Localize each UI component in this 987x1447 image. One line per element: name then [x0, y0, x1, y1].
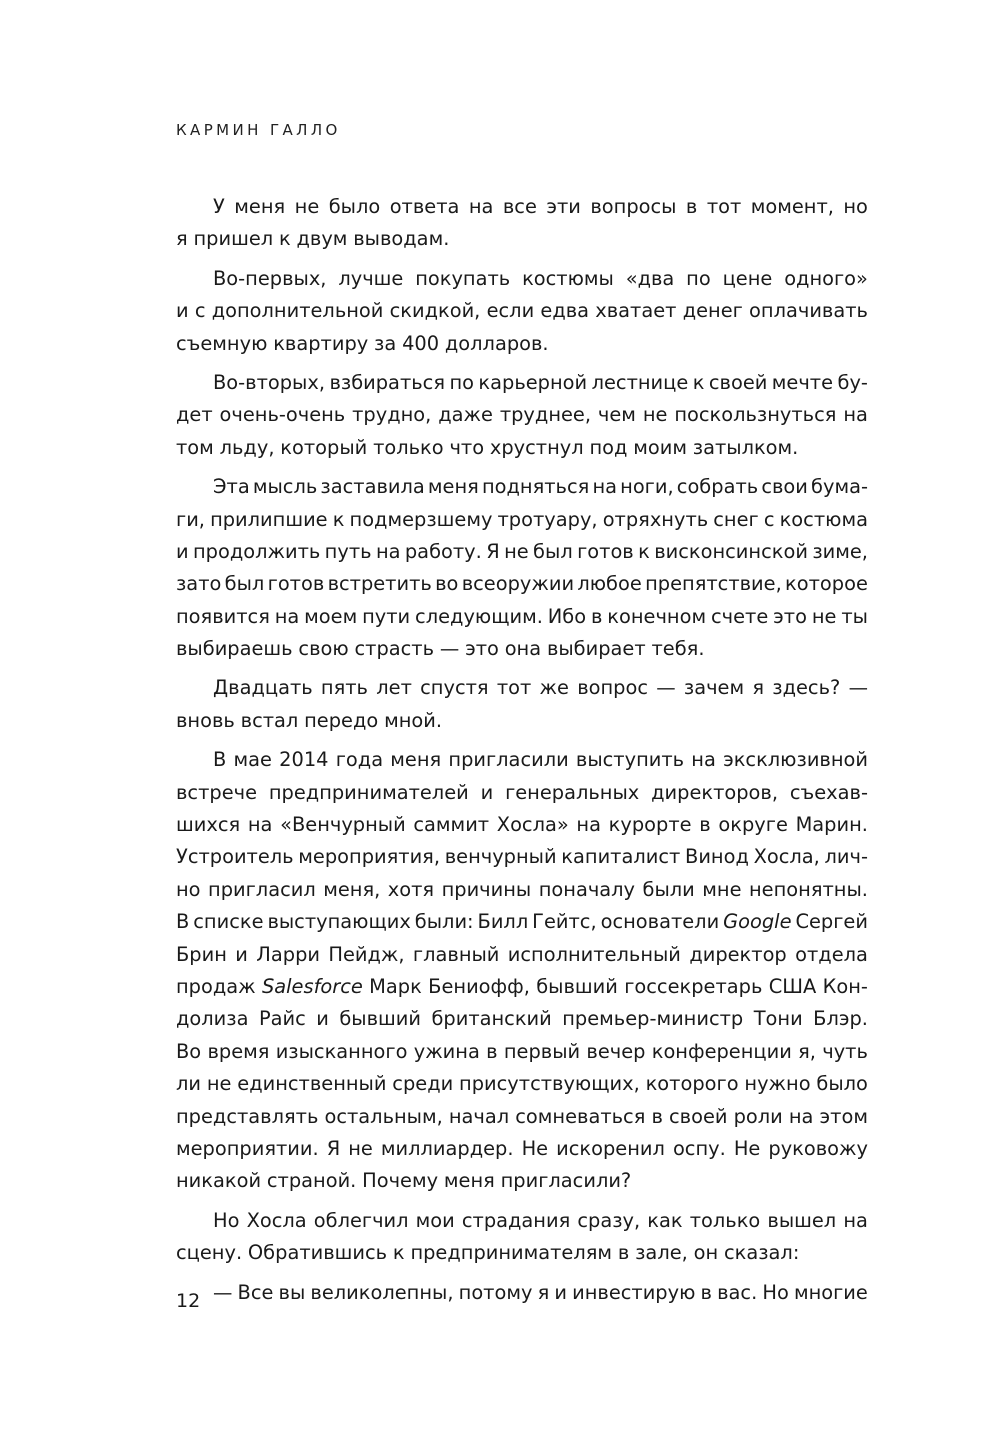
paragraph	[176, 367, 868, 464]
text-line: вновь встал передо мной.	[176, 708, 442, 732]
text-line: У меня не было ответа на все эти вопросы в тот момент, но	[213, 195, 868, 218]
text-line: представлять остальным, начал сомневаться в своей роли на этом	[176, 1104, 868, 1128]
text-line: Но Хосла облегчил мои страдания сразу, как только вышел на	[213, 1208, 868, 1232]
text-line: появится на моем пути следующим. Ибо в конечном счете это не ты	[176, 604, 868, 628]
text-line: — Все вы великолепны, потому я и инвестирую в вас. Но многие	[213, 1280, 868, 1304]
page-number: 12	[176, 1290, 201, 1312]
text-line: Эта мысль заставила меня подняться на ноги, собрать свои бума-	[213, 475, 868, 499]
body-text	[176, 191, 868, 1316]
text-line: встрече предпринимателей и генеральных директоров, съехав-	[176, 780, 868, 804]
paragraph	[176, 191, 868, 256]
text-line: ли не единственный среди присутствующих, которого нужно было	[176, 1072, 868, 1096]
text-line: мероприятии. Я не миллиардер. Не искоренил оспу. Не руковожу	[176, 1136, 868, 1160]
text-line: том льду, который только что хрустнул под моим затылком.	[176, 435, 799, 459]
paragraph	[176, 471, 868, 665]
text-line: Устроитель мероприятия, венчурный капиталист Винод Хосла, лич-	[176, 845, 868, 869]
text-line: сцену. Обратившись к предпринимателям в зале, он сказал:	[176, 1241, 800, 1265]
text-line: шихся на «Венчурный саммит Хосла» на курорте в округе Марин.	[176, 813, 868, 837]
text-line: Двадцать пять лет спустя тот же вопрос — зачем я здесь? —	[213, 676, 868, 700]
text-line: Во-вторых, взбираться по карьерной лестнице к своей мечте бу-	[213, 370, 868, 394]
text-line: В мае 2014 года меня пригласили выступить на эксклюзивной	[213, 748, 868, 772]
text-line: и с дополнительной скидкой, если едва хватает денег оплачивать	[176, 299, 868, 323]
text-line: но пригласил меня, хотя причины поначалу были мне непонятны.	[176, 877, 868, 901]
text-line: Во-первых, лучше покупать костюмы «два по цене одного»	[213, 266, 868, 290]
text-line: Брин и Ларри Пейдж, главный исполнительный директор отдела	[176, 942, 868, 966]
text-line: Во время изысканного ужина в первый вечер конференции я, чуть	[176, 1039, 868, 1063]
text-line: выбираешь свою страсть — это она выбирает тебя.	[176, 637, 705, 661]
text-line: зато был готов встретить во всеоружии любое препятствие, которое	[176, 572, 868, 596]
text-line: ги, прилипшие к подмерзшему тротуару, отряхнуть снег с костюма	[176, 507, 868, 531]
text-line: дет очень-очень трудно, даже труднее, чем не поскользнуться на	[176, 403, 868, 427]
text-line: и продолжить путь на работу. Я не был готов к висконсинской зиме,	[176, 539, 868, 563]
text-line: съемную квартиру за 400 долларов.	[176, 331, 549, 355]
paragraph	[176, 672, 868, 737]
text-line: никакой страной. Почему меня пригласили?	[176, 1169, 632, 1193]
text-line: продаж Salesforce Марк Бениофф, бывший госсекретарь США Кон-	[176, 974, 868, 998]
paragraph	[176, 744, 868, 1197]
text-line: долиза Райс и бывший британский премьер-министр Тони Блэр.	[176, 1007, 868, 1031]
text-line: В списке выступающих были: Билл Гейтс, основатели Google Сергей	[176, 910, 868, 934]
text-line: я пришел к двум выводам.	[176, 227, 450, 251]
running-head-author: КАРМИН ГАЛЛО	[176, 121, 341, 139]
paragraph	[176, 1277, 868, 1309]
paragraph	[176, 1205, 868, 1270]
paragraph	[176, 263, 868, 360]
